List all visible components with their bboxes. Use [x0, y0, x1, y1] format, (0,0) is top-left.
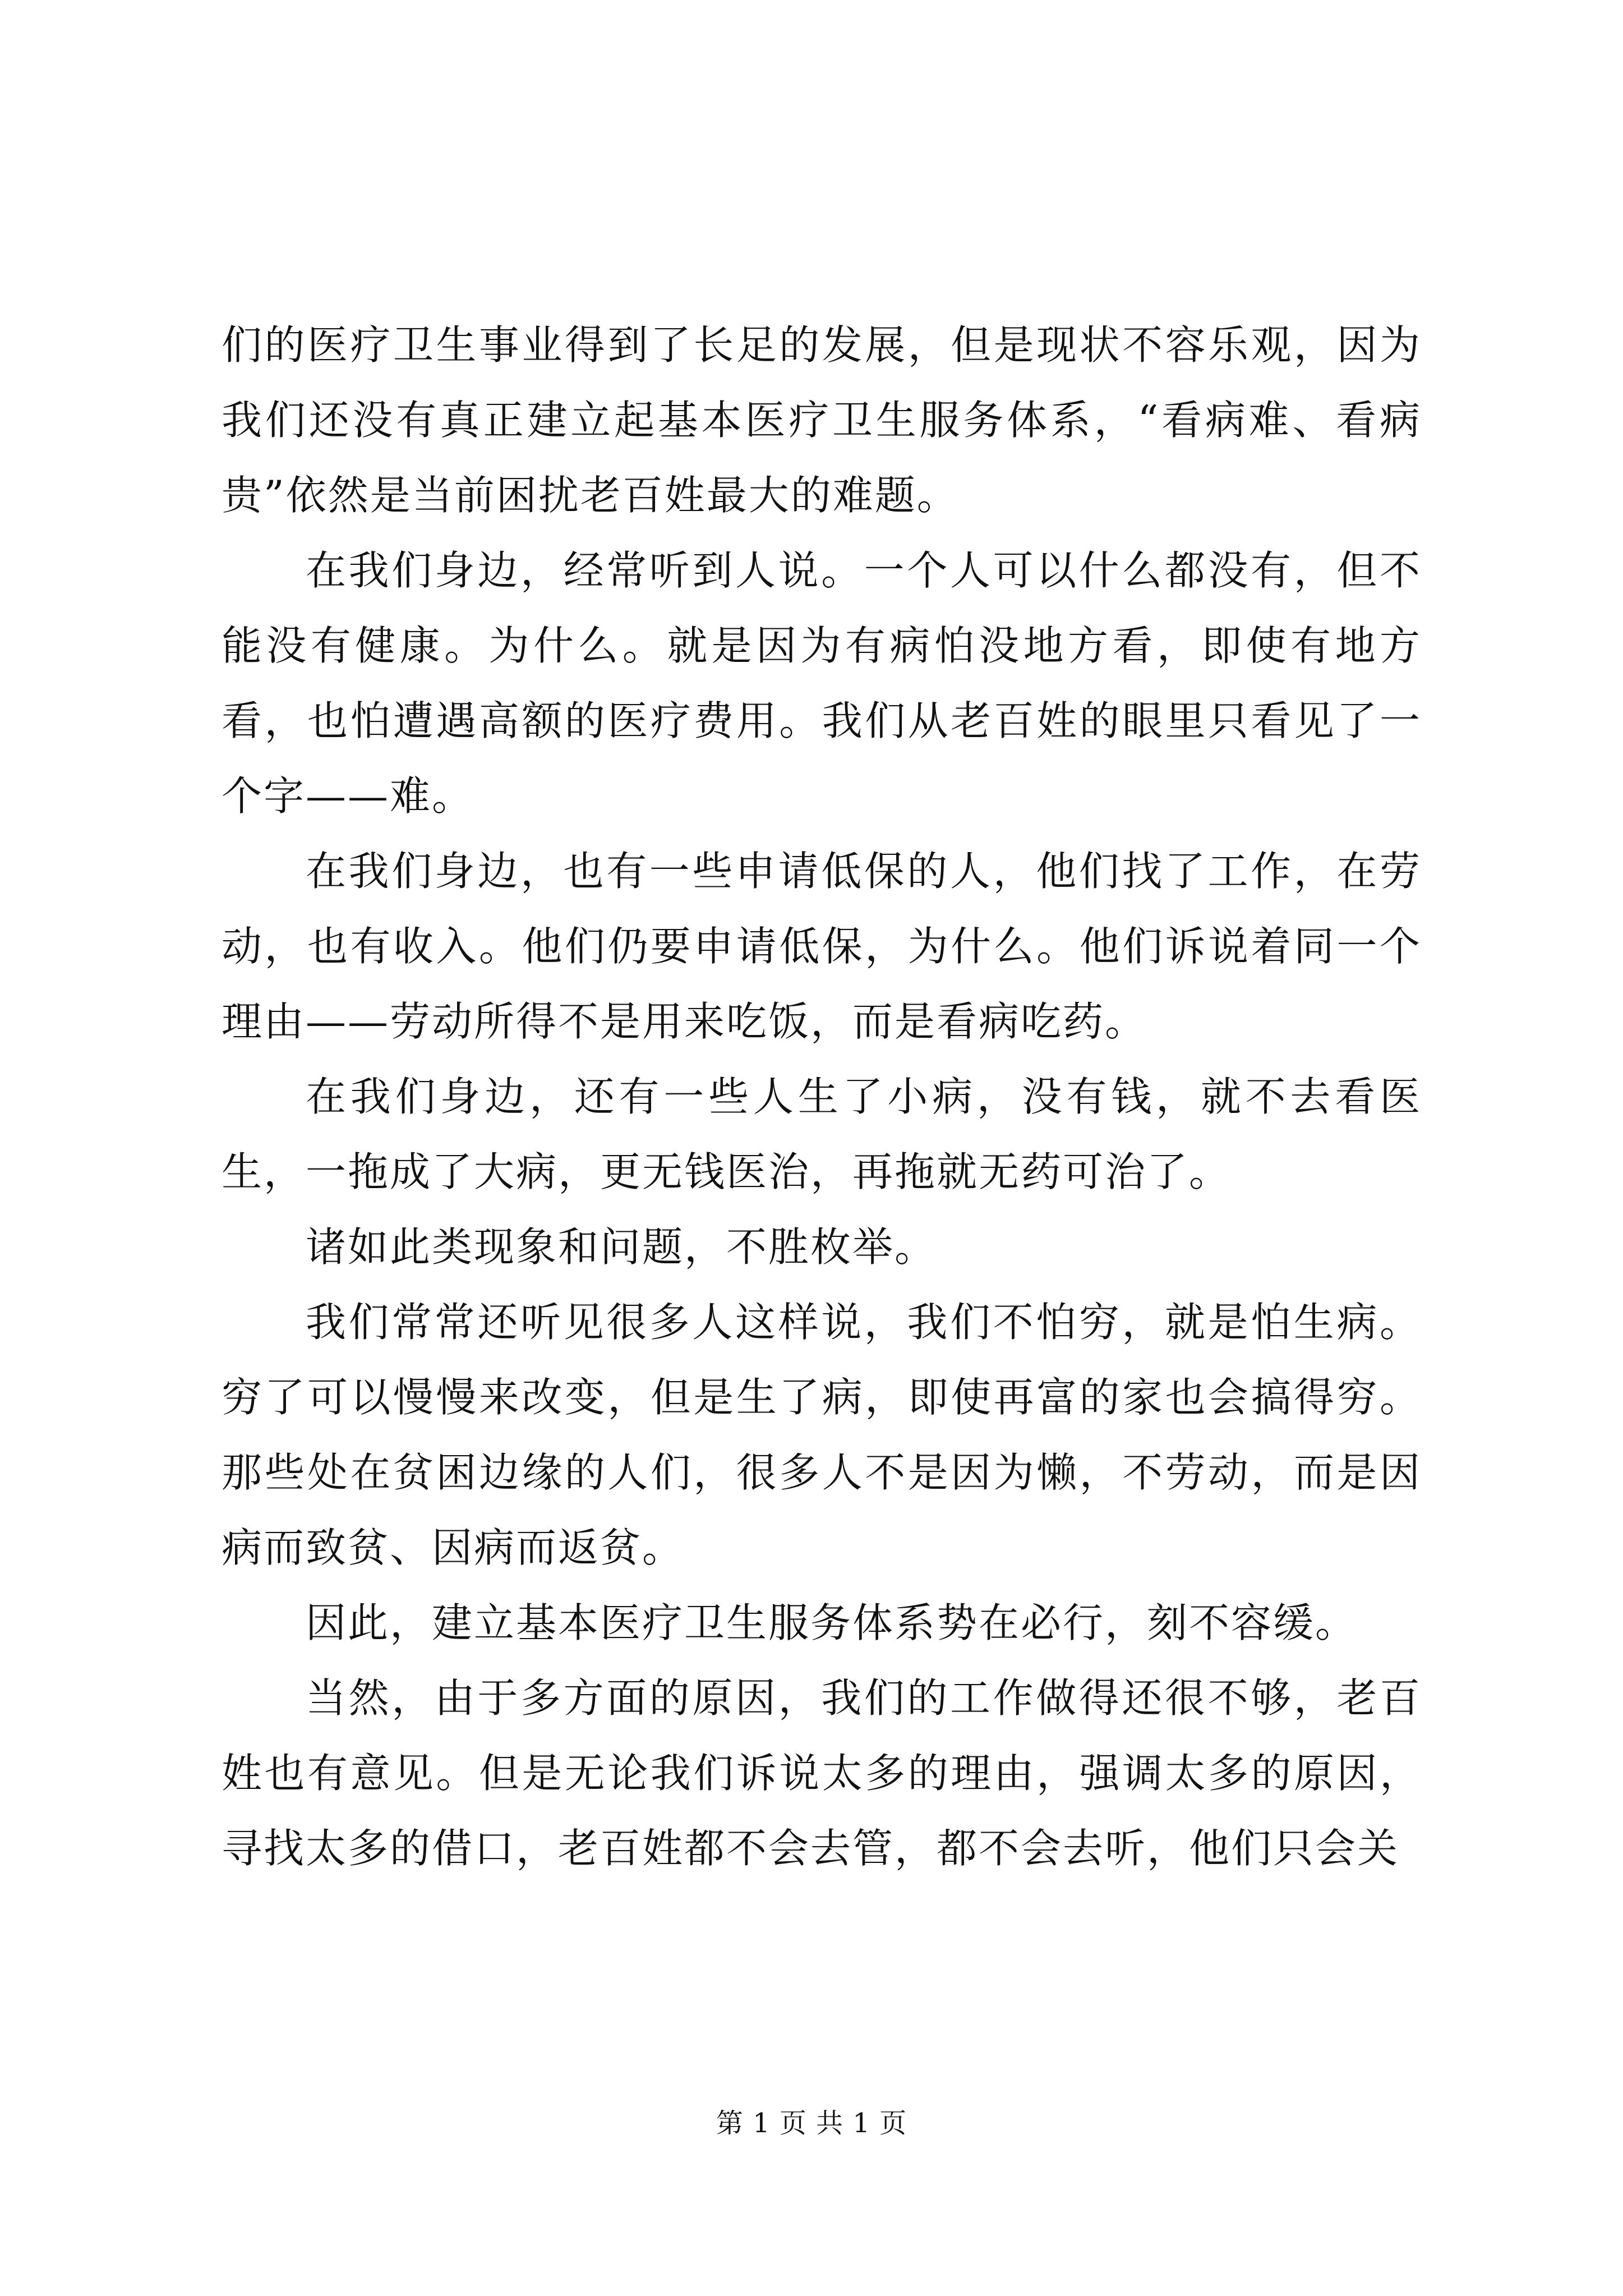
- page-footer: [0, 2106, 1623, 2140]
- paragraph-necessity: 因此，建立基本医疗卫生服务体系势在必行，刻不容缓。: [306, 1599, 1358, 1646]
- paragraph-continued: 们的医疗卫生事业得到了长足的发展，但是现状不容乐观，因为我们还没有真正建立起基本医疗卫生服务体系，“看病难、看病贵”依然是当前困扰老百姓最大的难题。: [222, 321, 1422, 519]
- paragraph-examples: 诸如此类现象和问题，不胜枚举。: [306, 1223, 937, 1271]
- paragraph-low-income: 在我们身边，也有一些申请低保的人，他们找了工作，在劳动，也有收入。他们仍要申请低保，为什么。他们诉说着同一个理由——劳动所得不是用来吃饭，而是看病吃药。: [222, 848, 1422, 1045]
- document-body: [222, 307, 1422, 1886]
- paragraph-poverty: 我们常常还听见很多人这样说，我们不怕穷，就是怕生病。穷了可以慢慢来改变，但是生了病，即使再富的家也会搞得穷。那些处在贫困边缘的人们，很多人不是因为懒，不劳动，而是因病而致贫、因病而返贫。: [222, 1299, 1422, 1571]
- paragraph-health: 在我们身边，经常听到人说。一个人可以什么都没有，但不能没有健康。为什么。就是因为有病怕没地方看，即使有地方看，也怕遭遇高额的医疗费用。我们从老百姓的眼里只看见了一个字——难。: [222, 547, 1422, 820]
- page-number-label: 第 1 页 共 1 页: [716, 2108, 907, 2139]
- paragraph-shortcomings: 当然，由于多方面的原因，我们的工作做得还很不够，老百姓也有意见。但是无论我们诉说太多的理由，强调太多的原因，寻找太多的借口，老百姓都不会去管，都不会去听，他们只会关: [222, 1674, 1422, 1872]
- paragraph-minor-illness: 在我们身边，还有一些人生了小病，没有钱，就不去看医生，一拖成了大病，更无钱医治，再拖就无药可治了。: [222, 1073, 1422, 1195]
